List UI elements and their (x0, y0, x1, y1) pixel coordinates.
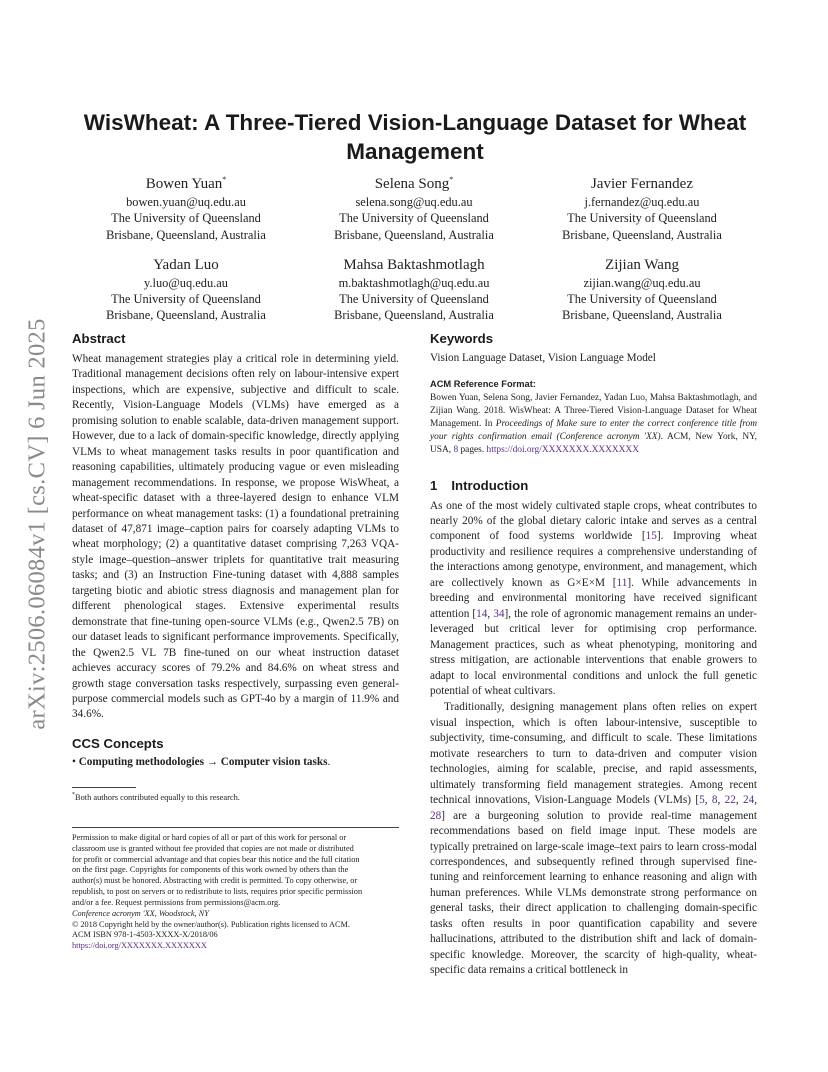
author-name: Bowen Yuan* (145, 175, 227, 192)
author-card (528, 255, 756, 324)
introduction-heading: 1 Introduction (430, 477, 529, 493)
footnote-divider (72, 787, 136, 788)
conference-name: Conference acronym 'XX, Woodstock, NY (72, 908, 209, 918)
citation-link[interactable]: 8 (711, 794, 718, 807)
ccs-concepts: • Computing methodologies → Computer vision tasks. (72, 755, 331, 768)
author-card (72, 174, 300, 243)
paper-title: WisWheat: A Three-Tiered Vision-Language Dataset for Wheat Management (83, 110, 747, 164)
author-block (72, 174, 756, 324)
author-location: Brisbane, Queensland, Australia (562, 227, 722, 242)
bullet-icon: • (72, 755, 76, 768)
ccs-concept: Computing methodologies → Computer vision tasks (78, 755, 328, 768)
author-email: m.baktashmotlagh@uq.edu.au (338, 275, 490, 290)
keywords-heading: Keywords (430, 331, 494, 346)
author-location: Brisbane, Queensland, Australia (562, 308, 722, 323)
author-card (72, 255, 300, 324)
citation-link[interactable]: 14 (476, 607, 488, 620)
isbn-line: ACM ISBN 978-1-4503-XXXX-X/2018/06 (72, 930, 218, 940)
citation-link[interactable]: 34 (493, 607, 505, 620)
citation-link[interactable]: 15 (645, 530, 657, 543)
equal-contribution-footnote: *Both authors contributed equally to this research. (72, 792, 240, 802)
author-name: Mahsa Baktashmotlagh (343, 256, 485, 273)
acm-reference-text: Bowen Yuan, Selena Song, Javier Fernandez, Yadan Luo, Mahsa Baktashmotlagh, and Zijian Wang. 2018. WisWheat: A Three-Tiered Vision-Language Dataset for Wheat Management. In Proceedings of Make sure to enter the correct conference title from your rights confirmation email (Conference acronym 'XX). ACM, New York, NY, USA, 8 pages. https://doi.org/XXXXXXX.XXXXXXX (430, 393, 757, 455)
author-name: Selena Song* (374, 175, 454, 192)
permission-line: Permission to make digital or hard copies of all or part of this work for personal or (72, 832, 347, 842)
citation-link[interactable]: 22 (724, 794, 736, 807)
page-count-link[interactable]: 8 (453, 444, 459, 455)
copyright-line: © 2018 Copyright held by the owner/author(s). Publication rights licensed to ACM. (72, 919, 350, 929)
author-card (300, 174, 528, 243)
author-affiliation: The University of Queensland (339, 292, 489, 307)
permission-line: author(s) must be honored. Abstracting with credit is permitted. To copy otherwise, or (72, 876, 358, 886)
author-location: Brisbane, Queensland, Australia (106, 227, 266, 242)
author-email: zijian.wang@uq.edu.au (583, 275, 701, 290)
author-location: Brisbane, Queensland, Australia (334, 227, 494, 242)
author-email: bowen.yuan@uq.edu.au (126, 195, 246, 209)
permission-notice (72, 833, 399, 952)
author-card (300, 255, 528, 324)
author-affiliation: The University of Queensland (567, 211, 717, 226)
intro-paragraph: As one of the most widely cultivated staple crops, wheat contributes to nearly 20% of the global dietary caloric intake and serves as a central component of food systems worldwide [15]. Improving wheat productivity and resilience requires a comprehensive understanding of the interactions among genotype, environment, and management, which are collectively known as G×E×M [11]. While advancements in breeding and environmental monitoring have received significant attention [14, 34], the role of agronomic management remains an under-leveraged but critical lever for optimising crop performance. Management practices, such as wheat phenotyping, monitoring and stress mitigation, are actionable interventions that enable growers to adapt to local environmental conditions and unlock the full genetic potential of wheat cultivars. (430, 499, 757, 697)
author-card (528, 174, 756, 243)
author-row (72, 255, 756, 324)
section-number: 1 (430, 477, 438, 493)
author-name: Javier Fernandez (590, 176, 694, 192)
acm-reference-heading: ACM Reference Format: (430, 379, 536, 389)
keywords-text: Vision Language Dataset, Vision Language Model (430, 352, 656, 364)
abstract-heading: Abstract (72, 331, 126, 346)
citation-link[interactable]: 28 (430, 809, 442, 822)
author-name: Yadan Luo (153, 256, 219, 273)
equal-contribution-mark: * (222, 175, 227, 184)
permission-line: classroom use is granted without fee provided that copies are not made or distributed (72, 843, 354, 853)
arxiv-identifier: arXiv:2506.06084v1 [cs.CV] 6 Jun 2025 (24, 318, 52, 730)
doi-link[interactable]: https://doi.org/XXXXXXX.XXXXXXX (486, 444, 639, 455)
author-location: Brisbane, Queensland, Australia (106, 308, 266, 323)
right-column (430, 330, 757, 979)
permission-divider (72, 827, 399, 828)
author-email: y.luo@uq.edu.au (144, 275, 228, 290)
equal-contribution-mark: * (449, 175, 454, 184)
author-affiliation: The University of Queensland (567, 292, 717, 307)
arxiv-side-stamp (18, 294, 58, 754)
author-affiliation: The University of Queensland (111, 292, 261, 307)
permission-line: republish, to post on servers or to redistribute to lists, requires prior specific permission (72, 887, 363, 897)
permission-line: for profit or commercial advantage and that copies bear this notice and the full citation (72, 854, 360, 864)
intro-paragraph: Traditionally, designing management plans often relies on expert visual inspection, which is often labour-intensive, susceptible to subjectivity, time-consuming, and difficult to scale. These limitations motivate researchers to turn to data-driven and computer vision technologies, aiming for scalable, precise, and rapid assessments, ultimately transforming field management strategies. Among recent technical innovations, Vision-Language Models (VLMs) [5, 8, 22, 24, 28] are a burgeoning solution to provide real-time management recommendations based on field image input. These models are typically pretrained on large-scale image–text pairs to learn cross-modal correspondences, and subsequently refined through supervised fine-tuning and reinforcement learning to enhance reasoning and align with human preferences. While VLMs demonstrate strong performance on general tasks, their direct application to challenging domain-specific tasks often results in poor quantification capability and severe hallucinations, attributed to the distribution shift and lack of domain-specific knowledge. Moreover, the scarcity of high-quality, wheat-specific data remains a critical bottleneck in (430, 701, 757, 977)
citation-link[interactable]: 5 (699, 794, 705, 807)
left-column (72, 330, 399, 952)
permission-line: and/or a fee. Request permissions from permissions@acm.org. (72, 897, 281, 907)
author-affiliation: The University of Queensland (111, 211, 261, 226)
ccs-heading: CCS Concepts (72, 735, 164, 751)
doi-link[interactable]: https://doi.org/XXXXXXX.XXXXXXX (72, 941, 207, 951)
author-location: Brisbane, Queensland, Australia (334, 308, 494, 323)
author-row (72, 174, 756, 243)
author-email: j.fernandez@uq.edu.au (584, 195, 700, 209)
author-name: Zijian Wang (605, 256, 679, 273)
author-affiliation: The University of Queensland (339, 211, 489, 226)
citation-link[interactable]: 24 (742, 794, 755, 807)
venue-name: Proceedings of Make sure to enter the correct conference title from your rights confirmation email (Conference acronym 'XX) (430, 418, 757, 442)
citation-link[interactable]: 11 (616, 576, 628, 589)
permission-line: on the first page. Copyrights for components of this work owned by others than the (72, 865, 349, 875)
abstract-text: Wheat management strategies play a critical role in determining yield. Traditional management decisions often rely on labour-intensive expert inspections, which are expensive, subjective and difficult to scale. Recently, Vision-Language Models (VLMs) have emerged as a promising solution to enable scalable, data-driven management support. However, due to a lack of domain-specific knowledge, directly applying VLMs to wheat management tasks results in poor quantification and reasoning capabilities, ultimately producing vague or even misleading management recommendations. In response, we propose WisWheat, a wheat-specific dataset with a three-layered design to enhance VLM performance on wheat management tasks: (1) a foundational pretraining dataset of 47,871 image–caption pairs for coarsely adapting VLMs to wheat morphology; (2) a quantitative dataset comprising 7,263 VQA-style image–question–answer triplets for quantitative trait measuring tasks; and (3) an Instruction Fine-tuning dataset with 4,888 samples targeting biotic and abiotic stress diagnosis and management plan for different phenological stages. Extensive experimental results demonstrate that fine-tuning open-source VLMs (e.g., Qwen2.5 7B) on our dataset leads to significant performance improvements. Specifically, the Qwen2.5 VL 7B fine-tuned on our wheat instruction dataset achieves accuracy scores of 79.2% and 84.6% on wheat stress and growth stage conversation tasks respectively, surpassing even general-purpose commercial models such as GPT-4o by a margin of 11.9% and 34.6%. (72, 353, 399, 721)
author-email: selena.song@uq.edu.au (355, 195, 473, 209)
